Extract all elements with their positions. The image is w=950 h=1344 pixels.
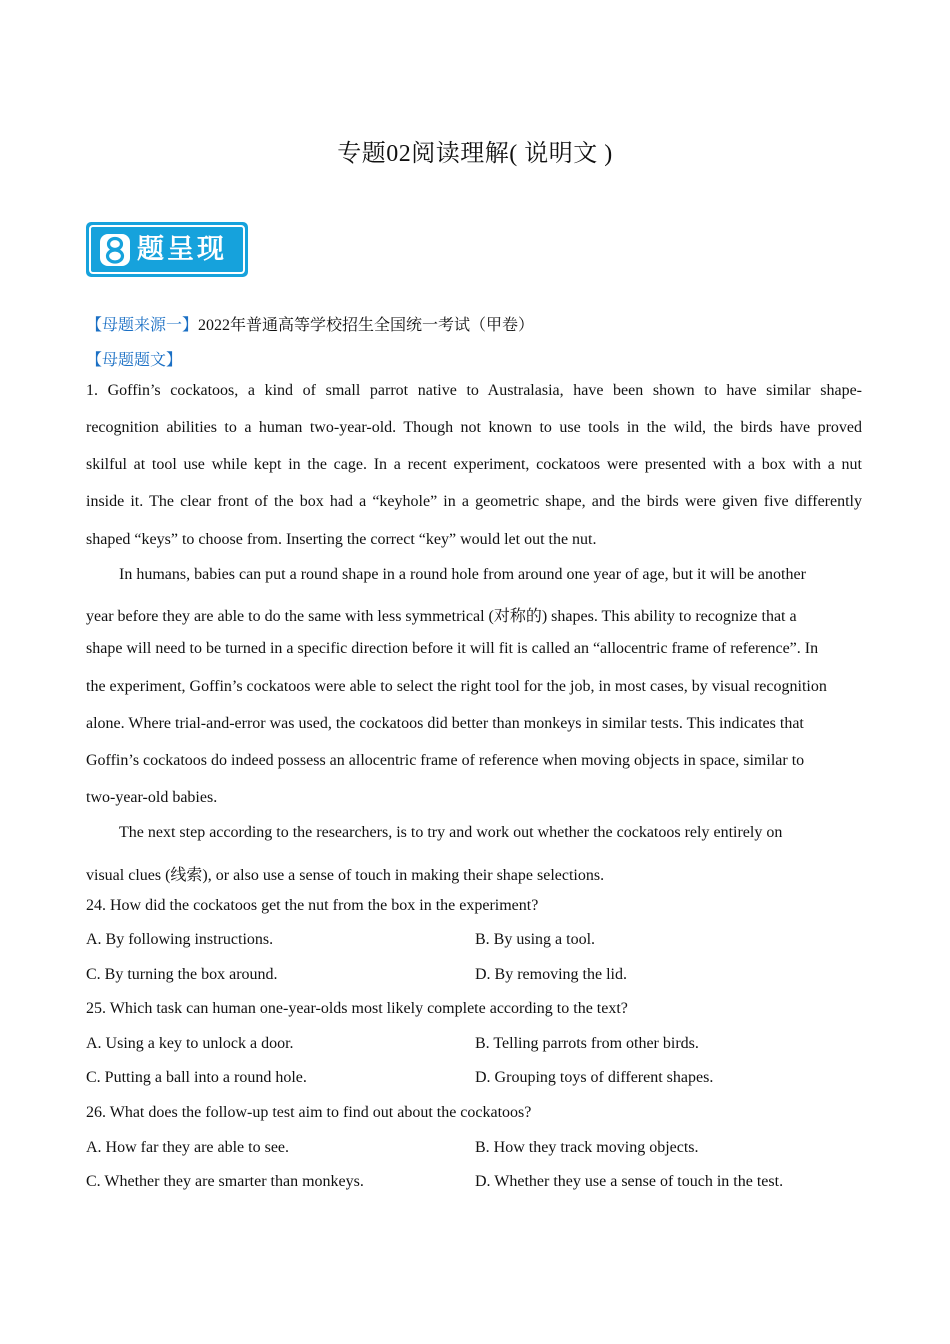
section-badge-label: 题呈现: [137, 234, 227, 265]
option-b: B. How they track moving objects.: [475, 1139, 699, 1156]
option-a: A. Using a key to unlock a door.: [86, 1035, 294, 1052]
passage-line: shape will need to be turned in a specific direction before it will fit is called an “allocentric frame of reference”. In: [86, 640, 819, 657]
passage-line: year before they are able to do the same with less symmetrical (对称的) shapes. This ability to recognize that a: [86, 608, 797, 625]
source-tag: 【母题来源一】: [86, 317, 199, 334]
option-b: B. Telling parrots from other birds.: [475, 1035, 699, 1052]
question-stem: 25. Which task can human one-year-olds most likely complete according to the text?: [86, 1000, 628, 1017]
passage-line: The next step according to the researchers, is to try and work out whether the cockatoos rely entirely on: [119, 824, 783, 841]
passage-tag: 【母题题文】: [86, 352, 183, 369]
passage-line: inside it. The clear front of the box had a “keyhole” in a geometric shape, and the birds were given five differently: [86, 493, 862, 510]
option-b: B. By using a tool.: [475, 931, 596, 948]
passage-line: alone. Where trial-and-error was used, the cockatoos did better than monkeys in similar tests. This indicates that: [86, 715, 804, 732]
passage-line: Goffin’s cockatoos do indeed possess an allocentric frame of reference when moving objects in space, similar to: [86, 752, 805, 769]
section-badge: [86, 222, 248, 277]
option-c: C. By turning the box around.: [86, 966, 278, 983]
passage-line: visual clues (线索), or also use a sense of touch in making their shape selections.: [86, 867, 605, 884]
option-a: A. How far they are able to see.: [86, 1139, 290, 1156]
source-line: [86, 312, 534, 335]
passage-line: recognition abilities to a human two-year-old. Though not known to use tools in the wild, the birds have proved: [86, 419, 862, 436]
passage-line: two-year-old babies.: [86, 789, 218, 806]
passage-line: 1. Goffin’s cockatoos, a kind of small parrot native to Australasia, have been shown to have similar shape-: [86, 382, 862, 399]
option-a: A. By following instructions.: [86, 931, 274, 948]
passage-line: the experiment, Goffin’s cockatoos were able to select the right tool for the job, in most cases, by visual recognition: [86, 678, 827, 695]
eight-icon: [99, 233, 131, 267]
option-c: C. Putting a ball into a round hole.: [86, 1069, 307, 1086]
option-d: D. By removing the lid.: [475, 966, 627, 983]
page-title: 专题02阅读理解( 说明文 ): [337, 141, 613, 167]
section-badge-frame: [89, 225, 245, 274]
question-stem: 24. How did the cockatoos get the nut from the box in the experiment?: [86, 897, 539, 914]
option-d: D. Whether they use a sense of touch in the test.: [475, 1173, 784, 1190]
passage-line: shaped “keys” to choose from. Inserting the correct “key” would let out the nut.: [86, 531, 597, 548]
source-text: 2022年普通高等学校招生全国统一考试（甲卷）: [198, 317, 535, 334]
question-stem: 26. What does the follow-up test aim to find out about the cockatoos?: [86, 1104, 532, 1121]
passage-line: In humans, babies can put a round shape in a round hole from around one year of age, but it will be another: [119, 566, 806, 583]
option-d: D. Grouping toys of different shapes.: [475, 1069, 714, 1086]
option-c: C. Whether they are smarter than monkeys.: [86, 1173, 364, 1190]
passage-line: skilful at tool use while kept in the cage. In a recent experiment, cockatoos were presented with a box with a nut: [86, 456, 862, 473]
